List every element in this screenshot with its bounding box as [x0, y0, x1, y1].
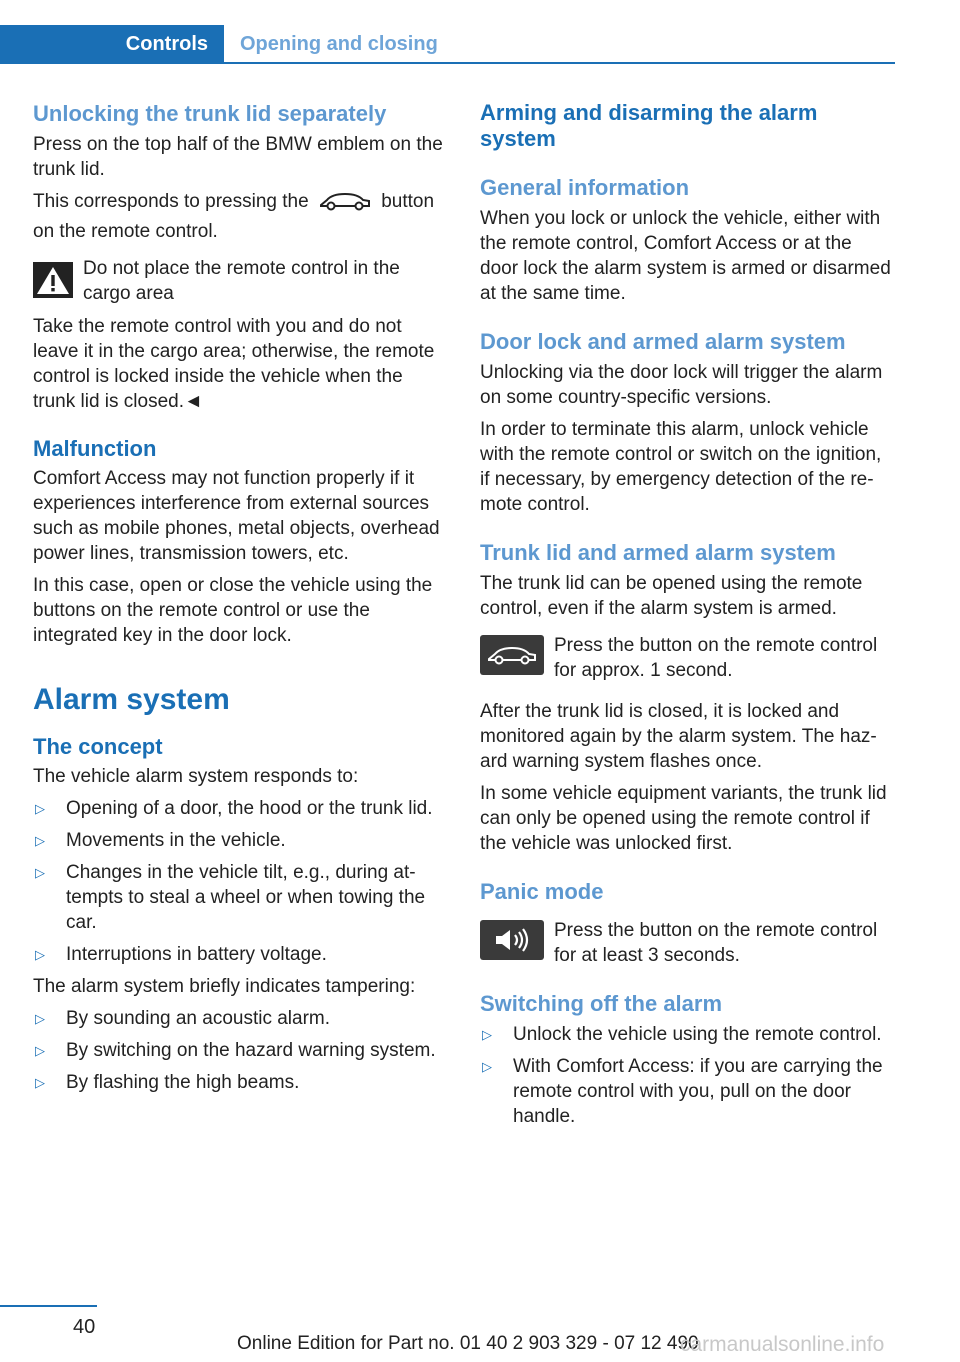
tamper-list: [33, 1006, 448, 1095]
list-item: ▷ Interruptions in battery voltage.: [35, 944, 327, 965]
list-item: ▷ By flashing the high beams.: [35, 1072, 300, 1093]
concept-intro: The vehicle alarm system responds to:: [33, 766, 359, 787]
unlock-trunk-text-b: button on the remote control.: [33, 191, 435, 242]
general-info-paragraph: When you lock or unlock the vehicle, either with the remote control, Comfort Access or at the door lock the alarm system is armed or disarmed at the same time.: [480, 208, 891, 304]
alarm-system-heading: Alarm system: [33, 683, 230, 716]
unlock-trunk-text-a: This corresponds to pressing the: [33, 191, 309, 212]
door-lock-paragraph-2: In order to terminate this alarm, unlock vehicle with the remote control or switch on the ignition, if necessary, by emergency detection of the remote control.: [480, 419, 882, 515]
bullet-triangle-icon: ▷: [35, 833, 45, 848]
bullet-triangle-icon: ▷: [35, 865, 45, 880]
list-item: ▷ Unlock the vehicle using the remote control.: [482, 1024, 882, 1045]
edition-text: Online Edition for Part no. 01 40 2 903 329 - 07 12 490: [237, 1333, 699, 1354]
switch-off-list: [480, 1022, 895, 1129]
warning-icon: [33, 262, 73, 298]
panic-mode-heading: Panic mode: [480, 879, 604, 904]
warning-text: Take the remote control with you and do not leave it in the cargo area; otherwise, the remote control is locked inside the vehicle when the trunk lid is closed.◄: [33, 316, 435, 412]
left-column: [33, 100, 448, 1102]
list-item: ▷ Changes in the vehicle tilt, e.g., during attempts to steal a wheel or when towing the car.: [35, 862, 426, 933]
watermark: carmanualsonline.info: [680, 1333, 885, 1356]
tab-controls[interactable]: [0, 25, 224, 62]
list-item: ▷ Opening of a door, the hood or the trunk lid.: [35, 798, 433, 819]
bullet-triangle-icon: ▷: [482, 1027, 492, 1042]
panic-button-row: [480, 918, 895, 968]
trunk-button-row: [480, 633, 895, 683]
malfunction-heading: Malfunction: [33, 436, 157, 461]
trunk-button-inline-icon: [318, 190, 372, 219]
bullet-triangle-icon: ▷: [35, 1011, 45, 1026]
unlock-trunk-paragraph-1: Press on the top half of the BMW emblem on the trunk lid.: [33, 134, 443, 180]
trunk-alarm-paragraph-2: After the trunk lid is closed, it is locked and monitored again by the alarm system. The hazard warning system flashes once.: [480, 701, 877, 772]
trunk-alarm-paragraph-1: The trunk lid can be opened using the remote control, even if the alarm system is armed.: [480, 573, 863, 619]
header-tab-bar: [0, 25, 895, 64]
list-item: ▷ Movements in the vehicle.: [35, 830, 286, 851]
malfunction-paragraph-2: In this case, open or close the vehicle using the buttons on the remote control or use the integrated key in the door lock.: [33, 575, 433, 646]
list-item: ▷ By switching on the hazard warning system.: [35, 1040, 436, 1061]
door-lock-heading: Door lock and armed alarm system: [480, 329, 846, 354]
bullet-triangle-icon: ▷: [35, 947, 45, 962]
trunk-button-text: Press the button on the remote control for approx. 1 second.: [554, 635, 878, 681]
responds-list: [33, 796, 448, 967]
malfunction-paragraph-1: Comfort Access may not function properly if it experiences interference from external sources such as mobile phones, metal objects, overhead power lines, transmission towers, etc.: [33, 468, 440, 564]
warning-box: [33, 256, 448, 306]
bullet-triangle-icon: ▷: [482, 1059, 492, 1074]
bullet-triangle-icon: ▷: [35, 801, 45, 816]
tab-opening-and-closing[interactable]: Opening and closing: [240, 33, 438, 55]
bullet-triangle-icon: ▷: [35, 1075, 45, 1090]
tamper-intro: The alarm system briefly indicates tampering:: [33, 976, 416, 997]
warning-title: Do not place the remote control in the cargo area: [83, 258, 400, 304]
page-number: 40: [73, 1316, 96, 1338]
concept-heading: The concept: [33, 734, 163, 759]
right-column: [480, 100, 895, 1136]
panic-button-text: Press the button on the remote control for at least 3 seconds.: [554, 920, 878, 966]
switch-off-heading: Switching off the alarm: [480, 991, 723, 1016]
tab-controls-label: Controls: [125, 33, 208, 55]
trunk-alarm-heading: Trunk lid and armed alarm system: [480, 540, 836, 565]
trunk-alarm-paragraph-3: In some vehicle equipment variants, the trunk lid can only be opened using the remote control if the vehicle was unlocked first.: [480, 783, 887, 854]
unlock-trunk-heading: Unlocking the trunk lid separately: [33, 101, 387, 126]
panic-speaker-icon: [480, 920, 544, 960]
bullet-triangle-icon: ▷: [35, 1043, 45, 1058]
arming-heading: Arming and disarming the alarm system: [480, 100, 818, 151]
list-item: ▷ With Comfort Access: if you are carrying the remote control with you, pull on the door handle.: [482, 1056, 883, 1127]
unlock-trunk-paragraph-2: [33, 189, 448, 244]
footer-rule: [0, 1305, 97, 1307]
door-lock-paragraph-1: Unlocking via the door lock will trigger the alarm on some country-specific versions.: [480, 362, 883, 408]
general-info-heading: General information: [480, 175, 690, 200]
list-item: ▷ By sounding an acoustic alarm.: [35, 1008, 331, 1029]
trunk-button-icon: [480, 635, 544, 675]
